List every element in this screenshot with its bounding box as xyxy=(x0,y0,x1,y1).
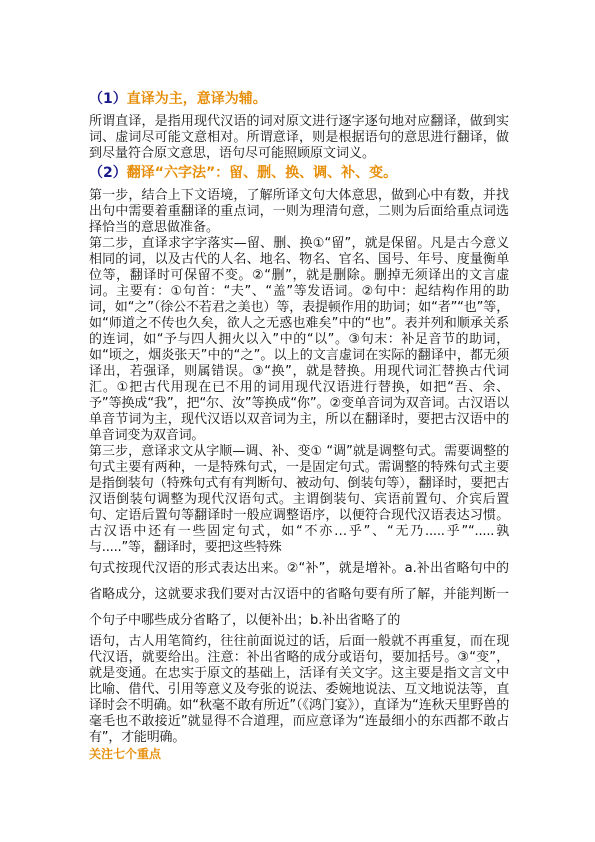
paragraph-literal-translation: 所谓直译，是指用现代汉语的词对原文进行逐字逐句地对应翻译，做到实词、虚词尽可能文意相对。所谓意译，则是根据语句的意思进行翻译，做到尽量符合原文意思，语句尽可能照顾原文词义。 xyxy=(89,114,509,161)
document-page xyxy=(89,88,509,762)
heading-1-text: 直译为主，意译为辅。 xyxy=(126,91,267,107)
section-heading-1 xyxy=(89,88,509,110)
paragraph-step-2: 第二步，直译求字字落实—留、删、换①“留”，就是保留。凡是古今意义相同的词，以及古代的人名、地名、物名、官名、国号、年号、度量衡单位等，翻译时可保留不变。②“删”，就是删除。删掉无须译出的文言虚词。主要有：①句首：“夫”、“盖”等发语词。②句中：起结构作用的助词，如“之”（徐公不若君之美也）等，表提顿作用的助词；如“者”“也”等，如“师道之不传也久矣，欲人之无惑也难矣”中的“也”。表并列和顺承关系的连词，如“予与四人拥火以入”中的“以”。③句末：补足音节的助词，如“顷之，烟炎张天”中的“之”。以上的文言虚词在实际的翻译中，都无须译出，若强译，则属错误。③“换”，就是替换。用现代词汇替换古代词汇。①把古代用现在已不用的词用现代汉语进行替换，如把“吾、余、予”等换成“我”，把“尔、汝”等换成“你”。②变单音词为双音词。古汉语以单音节词为主，现代汉语以双音词为主，所以在翻译时，要把古汉语中的单音词变为双音词。 xyxy=(89,236,509,443)
paragraph-step-3-part-1: 第三步，意译求文从字顺—调、补、变① “调”就是调整句式。需要调整的句式主要有两种，一是特殊句式，一是固定句式。需调整的特殊句式主要是指倒装句（特殊句式有有判断句、被动句、倒装句等），翻译时，要把古汉语倒装句调整为现代汉语句式。主谓倒装句、宾语前置句、介宾后置句、定语后置句等翻译时一般应调整语序，以便符合现代汉语表达习惯。古汉语中还有一些固定句式，如“不亦…乎”、“无乃.....乎”“.....孰与.....”等，翻译时，要把这些特殊 xyxy=(89,444,509,555)
focus-seven-points-link[interactable]: 关注七个重点 xyxy=(89,747,162,761)
heading-2-number: （2） xyxy=(89,165,127,181)
paragraph-step-3-part-3: 语句，古人用笔简约，往往前面说过的话，后面一般就不再重复，而在现代汉语，就要给出。注意：补出省略的成分或语句，要加括号。③“变”，就是变通。在忠实于原文的基础上，活译有关文字。这主要是指文言文中比喻、借代、引用等意义及夸张的说法、委婉地说法、互文地说法等，直译时会不明确。如“秋毫不敢有所近”（《鸿门宴》），直译为“连秋天里野兽的毫毛也不敢接近”就显得不合道理，而应意译为“连最细小的东西都不敢占有”，才能明确。 xyxy=(89,634,509,745)
paragraph-step-1: 第一步，结合上下文语境，了解所译文句大体意思，做到心中有数，并找出句中需要着重翻译的重点词，一则为理清句意，二则为后面给重点词选择恰当的意思做准备。 xyxy=(89,188,509,235)
section-heading-2 xyxy=(89,162,509,184)
paragraph-step-3-part-2: 句式按现代汉语的形式表达出来。②“补”，就是增补。a.补出省略句中的省略成分，这就要求我们要对古汉语中的省略句要有所了解，并能判断一个句子中哪些成分省略了，以便补出；b.补出省略了的 xyxy=(89,561,509,628)
heading-2-text: 翻译“六字法”：留、删、换、调、补、变。 xyxy=(126,165,398,181)
heading-1-number: （1） xyxy=(89,91,127,107)
